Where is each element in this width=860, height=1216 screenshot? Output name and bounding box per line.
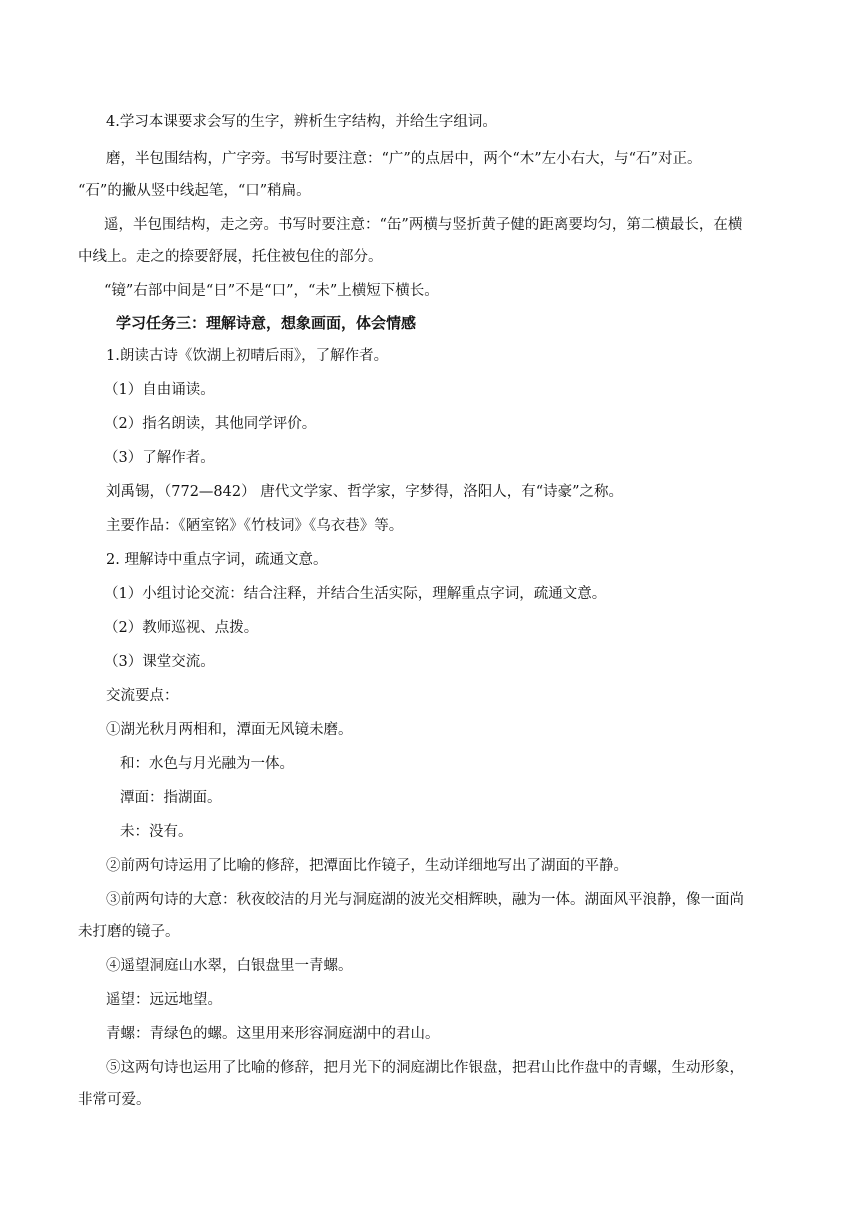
text-line: 1.朗读古诗《饮湖上初晴后雨》，了解作者。 <box>106 348 389 364</box>
text-line: 交流要点： <box>106 688 179 704</box>
text-line: （3）了解作者。 <box>104 450 215 466</box>
text-line: ④遥望洞庭山水翠，白银盘里一青螺。 <box>106 958 353 974</box>
text-line: 潭面：指湖面。 <box>120 790 222 806</box>
text-line: 磨，半包围结构，广字旁。书写时要注意：“广”的点居中，两个“木”左小右大，与“石”对正。 <box>106 151 702 167</box>
text-line: 未：没有。 <box>120 824 193 840</box>
text-line: 刘禹锡，（772—842） 唐代文学家、哲学家，字梦得，洛阳人，有“诗豪”之称。 <box>106 484 624 500</box>
text-line: （2）指名朗读，其他同学评价。 <box>104 416 317 432</box>
text-line: 非常可爱。 <box>78 1092 151 1108</box>
text-line: “镜”右部中间是“日”不是“口”，“未”上横短下横长。 <box>104 283 439 299</box>
text-line: （2）教师巡视、点拨。 <box>104 620 259 636</box>
section-heading: 学习任务三：理解诗意，想象画面，体会情感 <box>116 314 417 332</box>
text-line: （1）自由诵读。 <box>104 382 215 398</box>
text-line: ③前两句诗的大意：秋夜皎洁的月光与洞庭湖的波光交相辉映，融为一体。湖面风平浪静，像一面尚 <box>106 892 744 908</box>
text-line: 遥望：远远地望。 <box>106 992 222 1008</box>
text-line: 青螺：青绿色的螺。这里用来形容洞庭湖中的君山。 <box>106 1026 440 1042</box>
text-line: ⑤这两句诗也运用了比喻的修辞，把月光下的洞庭湖比作银盘，把君山比作盘中的青螺，生动形象， <box>106 1060 744 1076</box>
text-line: ①湖光秋月两相和，潭面无风镜未磨。 <box>106 722 353 738</box>
text-line: ②前两句诗运用了比喻的修辞，把潭面比作镜子，生动详细地写出了湖面的平静。 <box>106 858 628 874</box>
text-line: “石”的撇从竖中线起笔，“口”稍扁。 <box>78 183 311 199</box>
text-line: 主要作品：《陋室铭》《竹枝词》《乌衣巷》等。 <box>106 518 404 534</box>
text-line: 和：水色与月光融为一体。 <box>120 756 294 772</box>
text-line: （3）课堂交流。 <box>104 654 215 670</box>
text-line: 中线上。走之的捺要舒展，托住被包住的部分。 <box>78 249 383 265</box>
text-line: 未打磨的镜子。 <box>78 924 180 940</box>
text-line: 4.学习本课要求会写的生字，辨析生字结构，并给生字组词。 <box>106 114 497 130</box>
text-line: （1）小组讨论交流：结合注释，并结合生活实际，理解重点字词，疏通文意。 <box>104 586 607 602</box>
text-line: 遥，半包围结构，走之旁。书写时要注意：“缶”两横与竖折黄子健的距离要均匀，第二横最长，在横 <box>104 217 743 233</box>
text-line: 2. 理解诗中重点字词，疏通文意。 <box>106 552 328 568</box>
